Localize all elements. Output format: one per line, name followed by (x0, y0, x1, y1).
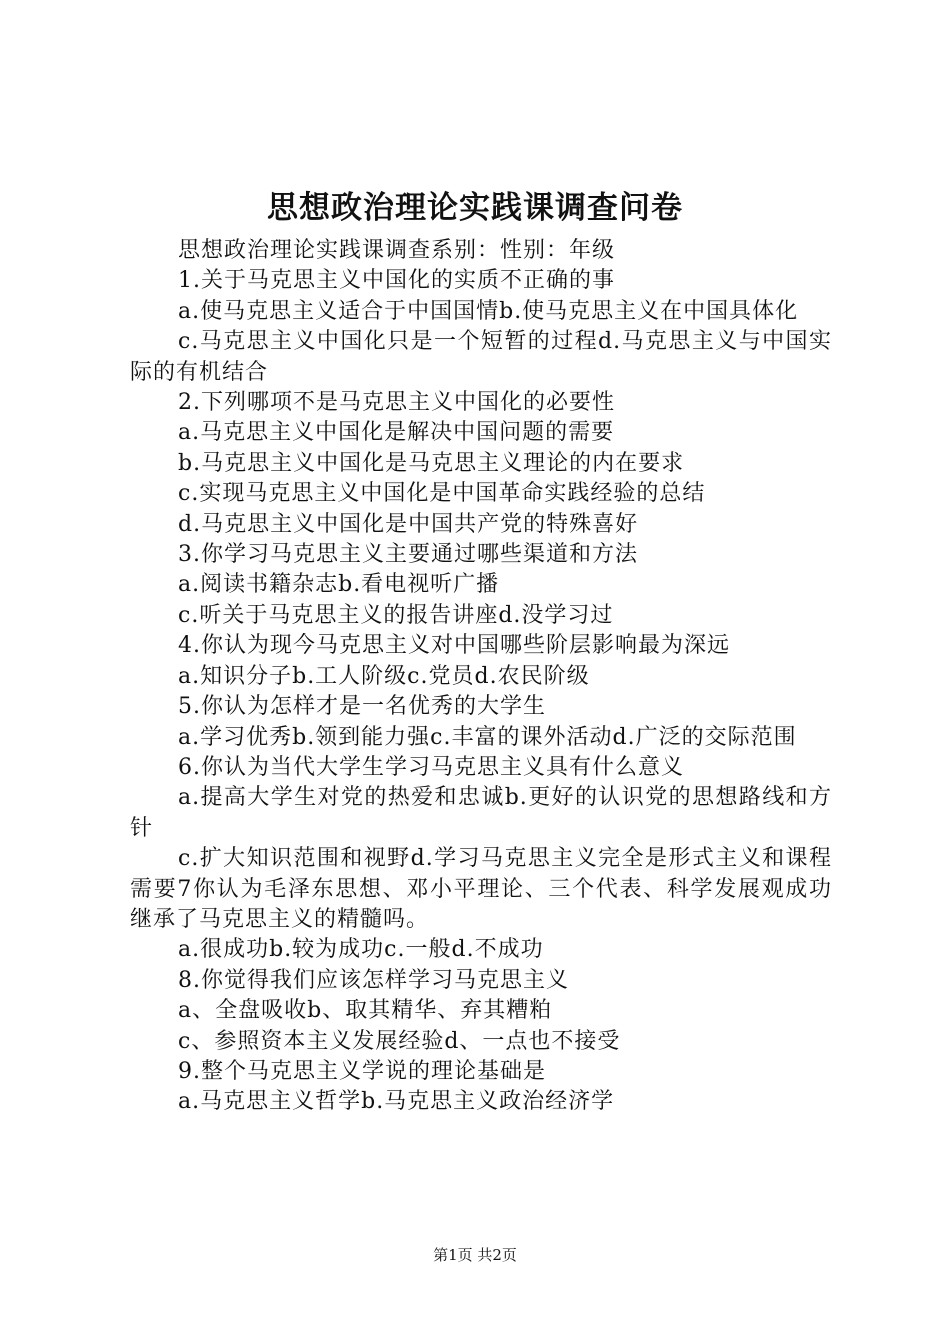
question-8: 8.你觉得我们应该怎样学习马克思主义 (178, 967, 569, 993)
question-5: 5.你认为怎样才是一名优秀的大学生 (178, 694, 546, 720)
question-4: 4.你认为现今马克思主义对中国哪些阶层影响最为深远 (178, 633, 730, 659)
question-2-option-b: b.马克思主义中国化是马克思主义理论的内在要求 (178, 450, 685, 476)
document-body (130, 236, 832, 1118)
question-3: 3.你学习马克思主义主要通过哪些渠道和方法 (178, 542, 638, 568)
question-2-option-c: c.实现马克思主义中国化是中国革命实践经验的总结 (178, 481, 706, 507)
question-4-options: a.知识分子b.工人阶级c.党员d.农民阶级 (178, 663, 590, 689)
question-2-option-a: a.马克思主义中国化是解决中国问题的需要 (178, 420, 615, 446)
question-6: 6.你认为当代大学生学习马克思主义具有什么意义 (178, 754, 684, 780)
question-1: 1.关于马克思主义中国化的实质不正确的事 (178, 268, 615, 294)
question-9-options-ab: a.马克思主义哲学b.马克思主义政治经济学 (178, 1089, 615, 1115)
question-2-option-d: d.马克思主义中国化是中国共产党的特殊喜好 (178, 511, 639, 537)
document-title: 思想政治理论实践课调查问卷 (267, 190, 683, 226)
question-8-options-ab: a、全盘吸收b、取其精华、弃其糟粕 (178, 998, 553, 1024)
question-3-options-cd: c.听关于马克思主义的报告讲座d.没学习过 (178, 602, 614, 628)
paragraph-header: 思想政治理论实践课调查系别：性别：年级 (178, 238, 616, 263)
page-footer: 第1页 共2页 (433, 1246, 517, 1264)
question-1-options-cd: c.马克思主义中国化只是一个短暂的过程d.马克思主义与中国实际的有机结合 (130, 329, 832, 385)
question-2: 2.下列哪项不是马克思主义中国化的必要性 (178, 390, 615, 416)
question-5-options: a.学习优秀b.领到能力强c.丰富的课外活动d.广泛的交际范围 (178, 724, 797, 750)
question-9: 9.整个马克思主义学说的理论基础是 (178, 1058, 546, 1084)
question-6-options-cd-question-7: c.扩大知识范围和视野d.学习马克思主义完全是形式主义和课程需要7你认为毛泽东思想、邓小平理论、三个代表、科学发展观成功继承了马克思主义的精髓吗。 (130, 846, 832, 932)
question-8-options-cd: c、参照资本主义发展经验d、一点也不接受 (178, 1028, 621, 1054)
question-3-options-ab: a.阅读书籍杂志b.看电视听广播 (178, 572, 500, 598)
question-1-options-ab: a.使马克思主义适合于中国国情b.使马克思主义在中国具体化 (178, 298, 799, 324)
question-7-options: a.很成功b.较为成功c.一般d.不成功 (178, 937, 544, 963)
question-6-options-ab: a.提高大学生对党的热爱和忠诚b.更好的认识党的思想路线和方针 (130, 785, 832, 841)
